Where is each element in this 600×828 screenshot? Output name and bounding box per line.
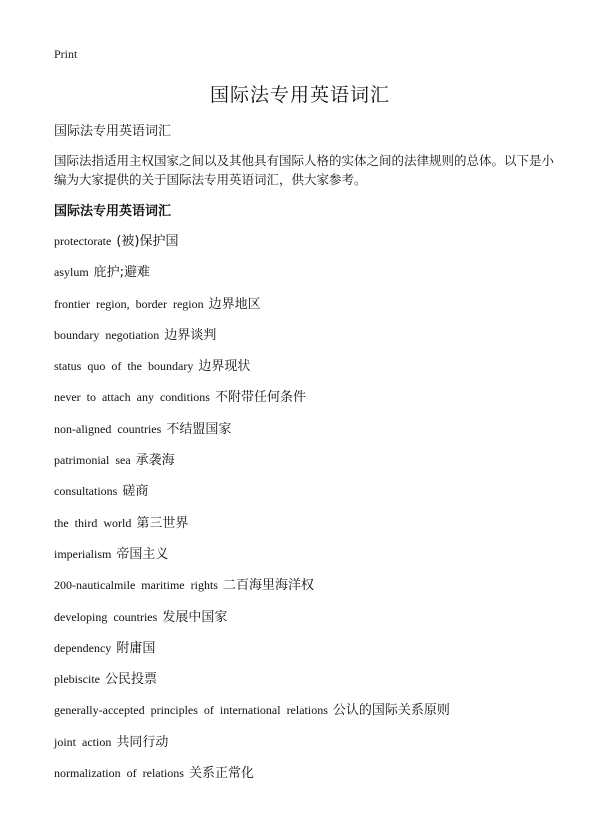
vocab-item	[54, 293, 574, 324]
term-chinese: 二百海里海洋权	[222, 578, 314, 594]
term-chinese: 公认的国际关系原则	[332, 703, 450, 719]
term-english: non-aligned countries	[54, 421, 162, 436]
vocab-item	[54, 574, 574, 605]
term-chinese: 公民投票	[104, 672, 157, 688]
page-title: 国际法专用英语词汇	[209, 84, 390, 106]
intro-paragraph: 国际法指适用主权国家之间以及其他具有国际人格的实体之间的法律规则的总体。以下是小编为大家提供的关于国际法专用英语词汇，供大家参考。	[54, 153, 555, 187]
vocab-item	[54, 449, 574, 480]
term-english: frontier region, border region	[54, 296, 204, 311]
term-chinese: 共同行动	[116, 734, 169, 750]
term-chinese: 边界地区	[208, 296, 261, 312]
term-english: generally-accepted principles of international relations	[54, 703, 328, 718]
vocab-item	[54, 261, 574, 292]
term-chinese: 帝国主义	[116, 546, 169, 562]
term-chinese: 磋商	[122, 484, 149, 500]
term-chinese: 不结盟国家	[166, 421, 232, 437]
subtitle: 国际法专用英语词汇	[54, 124, 172, 139]
term-english: boundary negotiation	[54, 327, 160, 342]
vocab-item	[54, 762, 574, 793]
term-chinese: 关系正常化	[188, 766, 254, 782]
section-heading: 国际法专用英语词汇	[54, 204, 172, 219]
term-chinese: 边界谈判	[164, 327, 217, 343]
term-english: developing countries	[54, 609, 158, 624]
term-english: normalization of relations	[54, 766, 184, 781]
vocab-item	[54, 480, 574, 511]
term-chinese: 承袭海	[135, 453, 175, 469]
term-english: patrimonial sea	[54, 453, 131, 468]
term-chinese: 附庸国	[116, 640, 156, 656]
term-english: 200-nauticalmile maritime rights	[54, 578, 218, 593]
term-english: protectorate	[54, 234, 112, 248]
term-chinese: 第三世界	[136, 515, 189, 531]
term-english: the third world	[54, 515, 132, 530]
term-english: imperialism	[54, 546, 112, 561]
vocab-item	[54, 324, 574, 355]
term-english: dependency	[54, 640, 112, 655]
term-english: joint action	[54, 734, 112, 749]
term-chinese: (被)保护国	[116, 234, 179, 249]
term-chinese: 边界现状	[198, 359, 251, 375]
term-chinese: 不附带任何条件	[214, 390, 306, 406]
vocab-item	[54, 637, 574, 668]
vocab-item	[54, 606, 574, 637]
term-english: plebiscite	[54, 672, 100, 687]
vocab-item	[54, 230, 574, 261]
vocabulary-list	[54, 230, 574, 793]
vocab-item	[54, 731, 574, 762]
vocab-item	[54, 668, 574, 699]
term-english: status quo of the boundary	[54, 359, 194, 374]
vocab-item	[54, 512, 574, 543]
vocab-item	[54, 418, 574, 449]
vocab-item	[54, 543, 574, 574]
vocab-item	[54, 386, 574, 417]
term-english: consultations	[54, 484, 118, 499]
print-link[interactable]: Print	[54, 47, 78, 61]
term-chinese: 庇护;避难	[93, 265, 151, 281]
term-chinese: 发展中国家	[162, 609, 228, 625]
term-english: asylum	[54, 265, 89, 280]
vocab-item	[54, 355, 574, 386]
vocab-item	[54, 699, 574, 730]
term-english: never to attach any conditions	[54, 390, 210, 405]
